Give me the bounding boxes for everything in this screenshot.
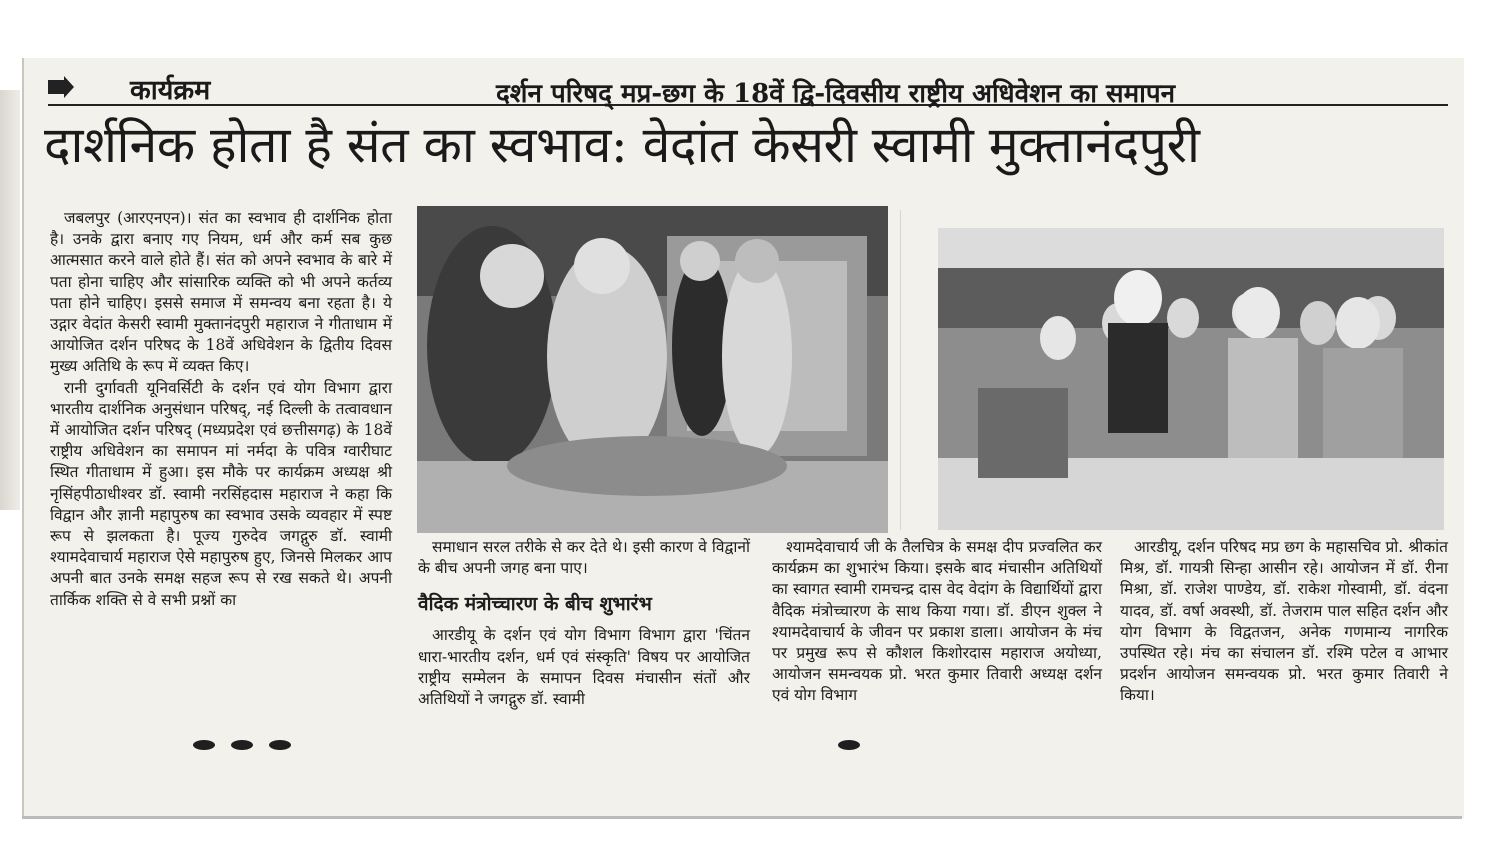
paragraph: आरडीयू के दर्शन एवं योग विभाग विभाग द्वारा 'चिंतन धारा-भारतीय दर्शन, धर्म एवं संस्कृति' विषय पर आयोजित राष्ट्रीय सम्मेलन के समापन दिवस मंचासीन संतों और अतिथियों ने जगद्गुरु डॉ. स्वामी — [418, 626, 750, 709]
photo-divider — [900, 210, 901, 530]
clipping-bottom-edge — [22, 816, 1462, 819]
ornament-dot — [269, 740, 291, 750]
audience-photo-icon — [938, 228, 1444, 530]
kicker-subhead: दर्शन परिषद् मप्र-छग के 18वें द्वि-दिवसीय राष्ट्रीय अधिवेशन का समापन — [496, 79, 1176, 109]
photo-ceremony — [417, 206, 888, 533]
page-headline: दार्शनिक होता है संत का स्वभाव: वेदांत केसरी स्वामी मुक्तानंदपुरी — [44, 116, 1200, 174]
article-column-2 — [418, 537, 750, 710]
section-label: कार्यक्रम — [130, 75, 211, 106]
ornament-dot — [231, 740, 253, 750]
clipping-left-edge — [0, 90, 20, 510]
article-column-3 — [772, 537, 1102, 707]
ornament-dot — [193, 740, 215, 750]
ornament-dot — [838, 740, 860, 750]
end-marks-left — [185, 735, 299, 749]
ceremony-photo-icon — [417, 206, 888, 533]
kicker-bar — [48, 70, 1448, 109]
section-subheading: वैदिक मंत्रोच्चारण के बीच शुभारंभ — [418, 593, 652, 616]
paragraph: समाधान सरल तरीके से कर देते थे। इसी कारण वे विद्वानों के बीच अपनी जगह बना पाए। — [418, 538, 750, 578]
end-marks-middle — [830, 735, 868, 749]
article-column-1 — [50, 208, 392, 611]
paragraph: आरडीयू, दर्शन परिषद मप्र छग के महासचिव प्रो. श्रीकांत मिश्र, डॉ. गायत्री सिन्हा आसीन रहे। आयोजन में डॉ. रीना मिश्रा, डॉ. राजेश पाण्डेय, डॉ. राकेश गोस्वामी, डॉ. वंदना यादव, डॉ. वर्षा अवस्थी, डॉ. तेजराम पाल सहित दर्शन और योग विभाग के विद्वतजन, अनेक गणमान्य नागरिक उपस्थित रहे। मंच का संचालन डॉ. रश्मि पटेल व आभार प्रदर्शन आयोजन समन्वयक प्रो. भरत कुमार तिवारी ने किया। — [1120, 538, 1448, 705]
section-arrow-icon — [48, 76, 74, 98]
paragraph: जबलपुर (आरएनएन)। संत का स्वभाव ही दार्शनिक होता है। उनके द्वारा बनाए गए नियम, धर्म और कर्म सब कुछ आत्मसात करने वाले होते हैं। संत को अपने स्वभाव के बारे में पता होना चाहिए और सांसारिक व्यक्ति को भी अपने कर्तव्य पता होने चाहिए। इससे समाज में समन्वय बना रहता है। ये उद्गार वेदांत केसरी स्वामी मुक्तानंदपुरी महाराज ने गीताधाम में आयोजित दर्शन परिषद के 18वें अधिवेशन के द्वितीय दिवस मुख्य अतिथि के रूप में व्यक्त किए। — [50, 209, 392, 376]
article-column-4 — [1120, 537, 1448, 707]
paragraph: श्यामदेवाचार्य जी के तैलचित्र के समक्ष दीप प्रज्वलित कर कार्यक्रम का शुभारंभ किया। इसके बाद मंचासीन अतिथियों का स्वागत स्वामी रामचन्द्र दास वेद वेदांग के विद्यार्थियों द्वारा वैदिक मंत्रोच्चारण के साथ किया गया। डॉ. डीएन शुक्ल ने श्यामदेवाचार्य के जीवन पर प्रकाश डाला। आयोजन के मंच पर प्रमुख रूप से कौशल किशोरदास महाराज अयोध्या, आयोजन समन्वयक प्रो. भरत कुमार तिवारी अध्यक्ष दर्शन एवं योग विभाग — [772, 538, 1102, 705]
photo-audience — [938, 228, 1444, 530]
paragraph: रानी दुर्गावती यूनिवर्सिटी के दर्शन एवं योग विभाग द्वारा भारतीय दार्शनिक अनुसंधान परिषद्, नई दिल्ली के तत्वावधान में आयोजित दर्शन परिषद् (मध्यप्रदेश एवं छत्तीसगढ़) के 18वें राष्ट्रीय अधिवेशन का समापन मां नर्मदा के पवित्र ग्वारीघाट स्थित गीताधाम में हुआ। इस मौके पर कार्यक्रम अध्यक्ष श्री नृसिंहपीठाधीश्वर डॉ. स्वामी नरसिंहदास महाराज ने कहा कि विद्वान और ज्ञानी महापुरुष का स्वभाव उसके व्यवहार में स्पष्ट रूप से झलकता है। पूज्य गुरुदेव जगद्गुरु डॉ. स्वामी श्यामदेवाचार्य महाराज ऐसे महापुरुष हुए, जिनसे मिलकर आप अपनी बात उनके समक्ष सहज रूप से रख सकते थे। अपनी तार्किक शक्ति से वे सभी प्रश्नों का — [50, 378, 392, 609]
